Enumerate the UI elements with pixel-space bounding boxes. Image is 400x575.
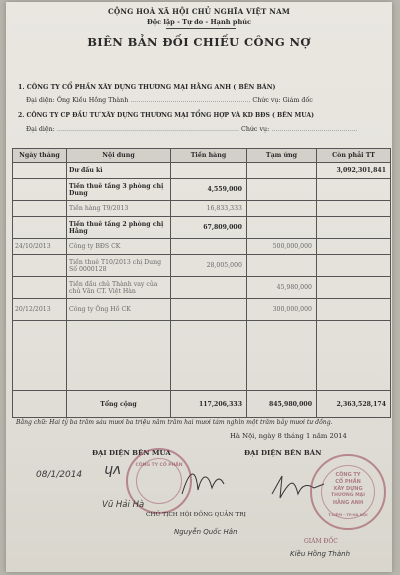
nation-header: CỘNG HOÀ XÃ HỘI CHỦ NGHĨA VIỆT NAM — [107, 7, 291, 16]
table-row: 20/12/2013 Công ty Ông Hồ CK 300,000,000 — [13, 299, 391, 321]
party-a-line: 1. CÔNG TY CỔ PHẦN XÂY DỰNG THƯƠNG MẠI HẰNG ANH ( BÊN BÁN) — [18, 84, 276, 91]
signature-mark: ɥᴧ — [104, 462, 122, 478]
seller-stamp: CÔNG TY CỔ PHẦN XÂY DỰNG THƯƠNG MẠI HẰNG ANH T.LIÊM - TP.HÀ NỘI — [310, 454, 386, 530]
table-header-row — [13, 149, 391, 163]
handwritten-name-a: Vũ Hải Hà — [102, 500, 145, 510]
debt-table — [12, 148, 391, 418]
table-row: Tiền thuê tầng 3 phòng chị Dung 4,559,000 — [13, 179, 391, 201]
date-line: Hà Nội, ngày 8 tháng 1 năm 2014 — [230, 432, 347, 440]
total-goods: 117,206,333 — [171, 391, 247, 418]
table-row: Tiền thuê tầng 2 phòng chị Hằng 67,809,000 — [13, 217, 391, 239]
table-row: Tiền hàng T9/2013 16,833,333 — [13, 201, 391, 217]
document-title: BIÊN BẢN ĐỐI CHIẾU CÔNG NỢ — [87, 35, 311, 49]
total-remain: 2,363,528,174 — [317, 391, 391, 418]
director-name: Kiều Hồng Thành — [290, 550, 351, 558]
handwritten-date: 08/1/2014 — [36, 470, 83, 480]
party-b-rep: Đại diện: ........................................................................................... Chức vụ: ........................................... — [26, 126, 358, 133]
col-content: Nội dung — [67, 149, 171, 163]
buyer-representative-title: ĐẠI DIỆN BÊN MUA — [92, 449, 171, 457]
table-row: Tiền đầu chủ Thành vay của chủ Văn CT. Việt Hàn 45,980,000 — [13, 277, 391, 299]
table-row: Dư đầu kì 3,092,301,841 — [13, 163, 391, 179]
party-a-rep: Đại diện: Ông Kiều Hồng Thành ............................................................ Chức vụ: Giám đốc — [26, 97, 313, 104]
document-page — [6, 2, 392, 572]
amount-in-words: Bằng chữ: Hai tỷ ba trăm sáu mươi ba triệu năm trăm hai mươi tám nghìn một trăm bảy mươi tư đồng. — [16, 419, 333, 426]
party-a-position: Giám đốc — [282, 97, 313, 104]
motto-underline — [166, 28, 236, 29]
chairman-signature — [178, 464, 228, 504]
chairman-name: Nguyễn Quốc Hân — [174, 528, 238, 536]
party-b-line: 2. CÔNG TY CP ĐẦU TƯ XÂY DỰNG THƯƠNG MẠI TỔNG HỢP VÀ KD BĐS ( BÊN MUA) — [18, 112, 315, 119]
total-row — [13, 391, 391, 418]
table-row: Tiền thuê T10/2013 chị Dung Số 0000128 28,005,000 — [13, 255, 391, 277]
col-goods: Tiền hàng — [171, 149, 247, 163]
col-date: Ngày tháng — [13, 149, 67, 163]
total-advance: 845,980,000 — [247, 391, 317, 418]
col-remain: Còn phải TT — [317, 149, 391, 163]
director-title: GIÁM ĐỐC — [304, 538, 338, 545]
col-advance: Tạm ứng — [247, 149, 317, 163]
seller-representative-title: ĐẠI DIỆN BÊN BÁN — [244, 449, 322, 457]
party-a-rep-name: Ông Kiều Hồng Thành — [56, 97, 129, 104]
motto: Độc lập - Tự do - Hạnh phúc — [146, 18, 252, 26]
table-row — [13, 321, 391, 391]
table-row: 24/10/2013 Công ty BĐS CK 500,000,000 — [13, 239, 391, 255]
total-label: Tổng cộng — [67, 391, 171, 418]
buyer-stamp: CÔNG TY CỔ PHẦN — [126, 448, 192, 514]
chairman-title: CHỦ TỊCH HỘI ĐỒNG QUẢN TRỊ — [146, 512, 246, 518]
